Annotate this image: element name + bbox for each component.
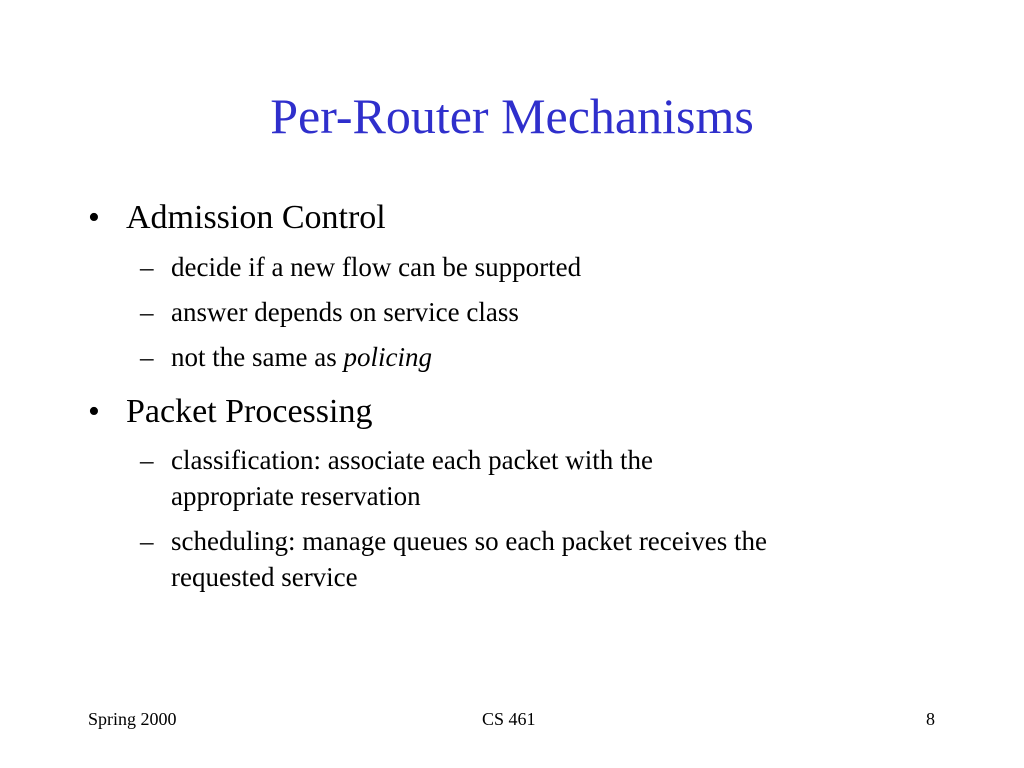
slide-title: Per-Router Mechanisms <box>270 88 754 144</box>
sub-item-plain-text: not the same as <box>171 342 344 372</box>
sub-item-text-line2: requested service <box>171 562 358 592</box>
sub-item-text <box>171 340 432 375</box>
sub-item-text-line2: appropriate reservation <box>171 481 421 511</box>
dash-marker: – <box>140 445 154 475</box>
dash-marker: – <box>140 297 154 327</box>
dash-marker: – <box>140 526 154 556</box>
footer-page-number: 8 <box>926 709 935 729</box>
footer-date: Spring 2000 <box>88 709 177 729</box>
bullet-marker: • <box>88 393 100 430</box>
bullet-marker: • <box>88 199 100 236</box>
sub-item-emphasis: policing <box>343 342 432 372</box>
sub-item-text: answer depends on service class <box>171 297 519 327</box>
sub-item-text-line1: classification: associate each packet with the <box>171 445 654 475</box>
bullet-label: Packet Processing <box>126 393 373 430</box>
sub-item-text-line1: scheduling: manage queues so each packet receives the <box>171 526 767 556</box>
dash-marker: – <box>140 252 154 282</box>
dash-marker: – <box>140 342 154 372</box>
footer-course: CS 461 <box>482 709 536 729</box>
sub-item-text: decide if a new flow can be supported <box>171 252 582 282</box>
bullet-label: Admission Control <box>126 199 386 236</box>
